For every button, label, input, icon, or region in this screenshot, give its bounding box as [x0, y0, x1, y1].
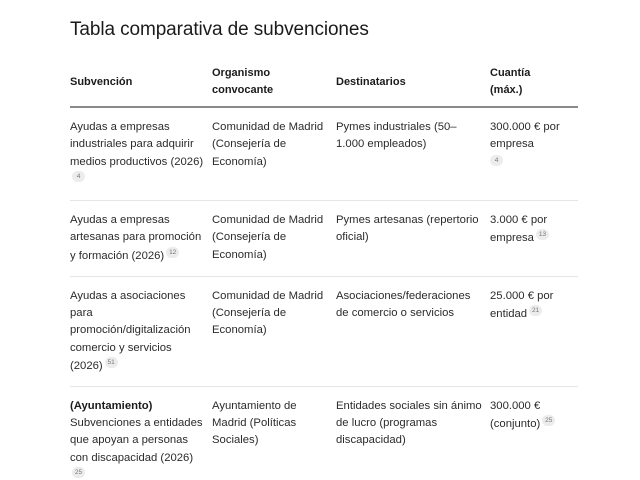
cell-organismo — [212, 107, 336, 200]
cell-text: Ayuntamiento de Madrid (Políticas Sociales) — [212, 399, 297, 447]
cell-text: Pymes industriales (50–1.000 empleados) — [336, 121, 457, 151]
cell-cuantia — [490, 386, 578, 480]
citation-badge[interactable]: 21 — [529, 305, 542, 316]
header-destinatarios — [336, 64, 490, 107]
cell-subvencion — [70, 107, 212, 200]
header-label: Subvención — [70, 75, 133, 88]
cell-text: 300.000 € (conjunto) — [490, 399, 541, 430]
page-title: Tabla comparativa de subvenciones — [70, 19, 369, 40]
cell-text: Comunidad de Madrid (Consejería de Economía) — [212, 213, 324, 261]
cell-cuantia — [490, 107, 578, 200]
citation-badge[interactable]: 51 — [105, 357, 118, 368]
header-label: convocante — [212, 84, 274, 96]
cell-destinatarios — [336, 200, 490, 276]
cell-destinatarios — [336, 107, 490, 200]
cell-text: Ayudas a asociaciones para promoción/digitalización comercio y servicios (2026) — [70, 289, 191, 372]
cell-text: Asociaciones/federaciones de comercio o servicios — [336, 289, 471, 319]
table-row — [70, 276, 578, 386]
cell-text-bold: (Ayuntamiento) — [70, 399, 153, 412]
cell-cuantia — [490, 276, 578, 386]
table-row — [70, 200, 578, 276]
header-label: Cuantía — [490, 67, 531, 79]
cell-text: Ayudas a empresas artesanas para promoción y formación (2026) — [70, 213, 202, 262]
header-cuantia — [490, 64, 578, 107]
table-row — [70, 386, 578, 480]
cell-text: 300.000 € por empresa — [490, 121, 560, 151]
header-label: Destinatarios — [336, 75, 406, 88]
cell-destinatarios — [336, 386, 490, 480]
citation-badge[interactable]: 25 — [542, 415, 555, 426]
cell-text: Pymes artesanas (repertorio oficial) — [336, 213, 479, 244]
header-subvencion — [70, 64, 212, 107]
cell-organismo — [212, 386, 336, 480]
table-header-row — [70, 64, 578, 107]
cell-subvencion — [70, 386, 212, 480]
subsidies-comparison-table — [70, 64, 578, 480]
cell-organismo — [212, 200, 336, 276]
cell-text: 25.000 € por entidad — [490, 289, 554, 320]
cell-text: Comunidad de Madrid (Consejería de Economía) — [212, 289, 324, 337]
cell-text: Subvenciones a entidades que apoyan a personas con discapacidad (2026) — [70, 417, 203, 464]
citation-badge[interactable]: 25 — [72, 467, 85, 478]
citation-badge[interactable]: 13 — [536, 229, 549, 240]
citation-badge[interactable]: 4 — [72, 171, 85, 182]
cell-subvencion — [70, 200, 212, 276]
cell-text: 3.000 € por empresa — [490, 213, 548, 245]
cell-organismo — [212, 276, 336, 386]
header-organismo — [212, 64, 336, 107]
cell-subvencion — [70, 276, 212, 386]
cell-text: Comunidad de Madrid (Consejería de Economía) — [212, 121, 324, 168]
cell-cuantia — [490, 200, 578, 276]
cell-text: Ayudas a empresas industriales para adquirir medios productivos (2026) — [70, 121, 204, 168]
header-label: (máx.) — [490, 84, 523, 96]
table-row — [70, 107, 578, 200]
citation-badge[interactable]: 12 — [166, 247, 179, 258]
header-label: Organismo — [212, 67, 271, 79]
cell-destinatarios — [336, 276, 490, 386]
cell-text: Entidades sociales sin ánimo de lucro (programas discapacidad) — [336, 399, 482, 447]
citation-badge[interactable]: 4 — [490, 155, 503, 166]
